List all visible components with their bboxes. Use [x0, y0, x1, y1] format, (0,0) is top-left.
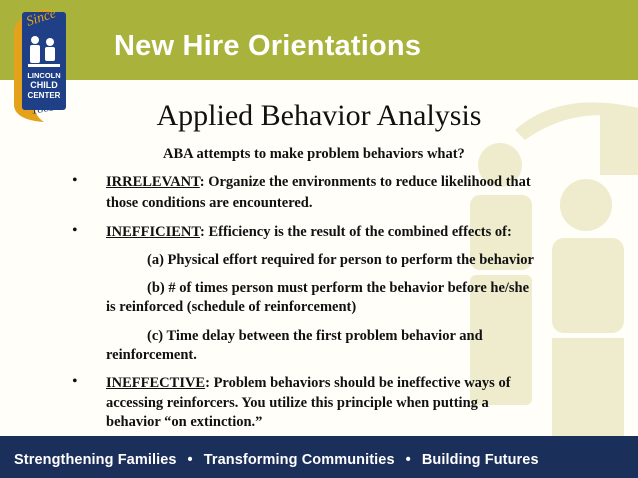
footer-bar [0, 436, 638, 478]
logo-since-text: Since [24, 6, 59, 30]
item-irrelevant-text: : Organize the environments to reduce likelihood that [199, 174, 531, 190]
slide-title: Applied Behavior Analysis [156, 99, 482, 132]
header-title: New Hire Orientations [114, 30, 422, 62]
footer-part-2: Transforming Communities [203, 452, 395, 468]
footer-separator-2: • [405, 452, 411, 468]
subitem-c-line-2: reinforcement. [106, 347, 197, 363]
item-inefficient-line-1 [106, 222, 512, 243]
term-inefficient: INEFFICIENT [106, 224, 200, 240]
item-ineffective-text: : Problem behaviors should be ineffective ways of [205, 375, 511, 391]
bullet-3: • [72, 373, 78, 390]
slide-subtitle: ABA attempts to make problem behaviors what? [163, 146, 465, 162]
term-irrelevant: IRRELEVANT [106, 174, 200, 190]
logo-year-text: 1883 [30, 98, 57, 117]
logo-name-line-1: LINCOLN [27, 71, 61, 80]
item-ineffective-line-1 [106, 373, 511, 394]
item-irrelevant-line-2: those conditions are encountered. [106, 195, 313, 211]
item-ineffective-line-2: accessing reinforcers. You utilize this principle when putting a [106, 395, 489, 411]
subitem-b-line-1: (b) # of times person must perform the behavior before he/she [147, 280, 530, 296]
bullet-2: • [72, 222, 78, 239]
subitem-c-line-1: (c) Time delay between the first problem behavior and [147, 328, 483, 344]
logo-name-line-2: CHILD [30, 80, 58, 90]
subitem-b-line-2: is reinforced (schedule of reinforcement) [106, 299, 357, 315]
term-ineffective: INEFFECTIVE [106, 375, 206, 391]
footer-part-1: Strengthening Families [14, 452, 177, 468]
bullet-1: • [72, 172, 78, 189]
item-inefficient-text: : Efficiency is the result of the combined effects of: [200, 224, 512, 240]
logo-name-line-3: CENTER [27, 91, 61, 100]
footer-part-3: Building Futures [421, 452, 539, 468]
item-irrelevant-line-1 [106, 172, 531, 193]
footer-separator-1: • [187, 452, 193, 468]
subitem-a: (a) Physical effort required for person to perform the behavior [147, 252, 534, 268]
footer-tagline [14, 452, 539, 468]
item-ineffective-line-3: behavior “on extinction.” [106, 414, 263, 430]
